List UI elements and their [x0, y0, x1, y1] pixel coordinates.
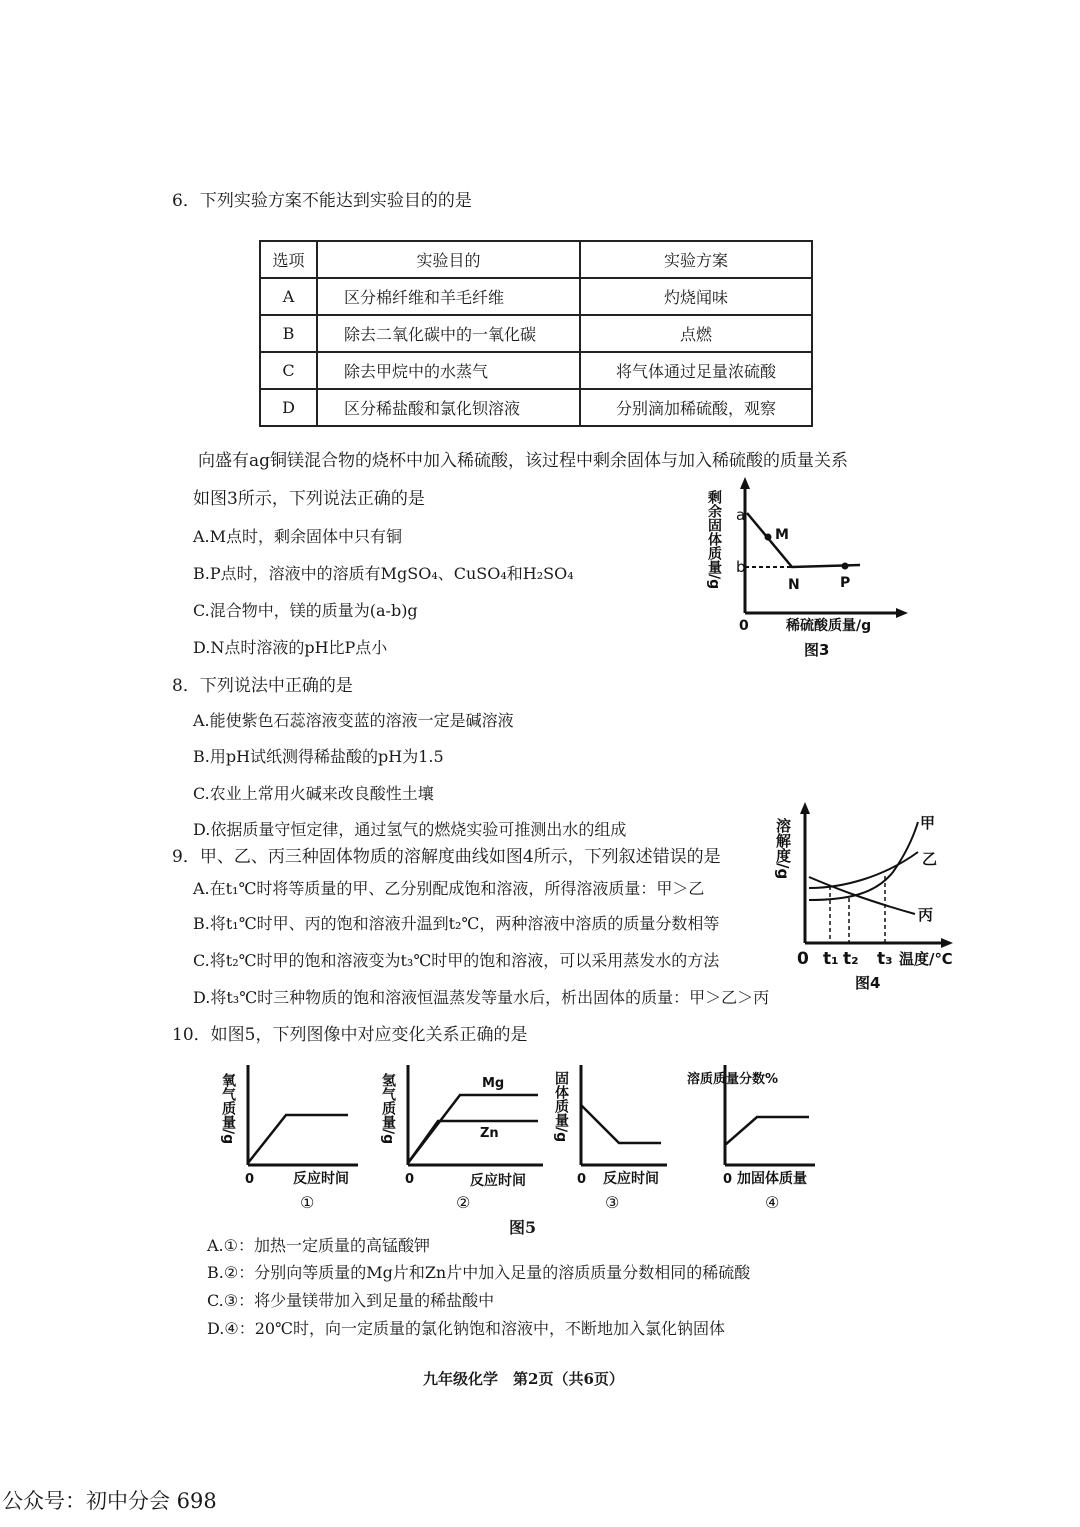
q10-option-c: C.③：将少量镁带加入到足量的稀盐酸中 — [207, 1291, 495, 1310]
fig4-label-yi: 乙 — [922, 850, 938, 868]
table-row — [260, 278, 812, 315]
fig3-y-arrow — [740, 477, 750, 489]
graph3-num: ③ — [605, 1193, 620, 1212]
row-purpose: 区分棉纤维和羊毛纤维 — [317, 278, 580, 315]
fig3-x-arrow — [896, 608, 908, 618]
row-plan: 点燃 — [580, 315, 812, 352]
row-purpose: 区分稀盐酸和氯化钡溶液 — [317, 389, 580, 426]
table-header-row — [260, 241, 812, 278]
table-row — [260, 389, 812, 426]
q9-option-d: D.将t₃℃时三种物质的饱和溶液恒温蒸发等量水后，析出固体的质量：甲＞乙＞丙 — [193, 988, 770, 1007]
fig4-origin: 0 — [797, 949, 809, 969]
fig3-label-a: a — [736, 506, 746, 524]
q10-option-b: B.②：分别向等质量的Mg片和Zn片中加入足量的溶质质量分数相同的稀硫酸 — [207, 1263, 751, 1282]
fig4-t1: t₁ — [823, 949, 839, 969]
row-plan: 分别滴加稀硫酸，观察 — [580, 389, 812, 426]
graph4-num: ④ — [765, 1193, 780, 1212]
figure-4 — [775, 800, 975, 1000]
graph1-curve — [248, 1115, 348, 1163]
fig4-t3: t₃ — [877, 949, 893, 969]
q8-option-b: B.用pH试纸测得稀盐酸的pH为1.5 — [193, 747, 444, 766]
q6-stem: 6．下列实验方案不能达到实验目的的是 — [172, 191, 472, 211]
fig3-caption: 图3 — [804, 641, 830, 659]
header-option: 选项 — [260, 241, 317, 278]
graph1-num: ① — [300, 1193, 315, 1212]
row-option: D — [260, 389, 317, 426]
graph2-ylabel: 氢气质量/g — [380, 1073, 396, 1145]
fig3-point-m — [765, 534, 772, 541]
fig4-t2: t₂ — [843, 949, 859, 969]
fig3-label-b: b — [736, 558, 746, 576]
q9-option-a: A.在t₁℃时将等质量的甲、乙分别配成饱和溶液，所得溶液质量：甲＞乙 — [193, 879, 705, 898]
graph2-num: ② — [456, 1193, 471, 1212]
graph2-curve-zn — [408, 1121, 538, 1163]
graph4-xlabel: 加固体质量 — [737, 1171, 807, 1187]
graph1-xlabel: 反应时间 — [293, 1171, 349, 1187]
header-plan: 实验方案 — [580, 241, 812, 278]
fig4-x-arrow — [941, 938, 953, 948]
graph3-curve — [581, 1105, 661, 1143]
fig3-xlabel: 稀硫酸质量/g — [786, 618, 872, 634]
table-row — [260, 352, 812, 389]
graph4-curve — [725, 1117, 809, 1145]
q7-option-a: A.M点时，剩余固体中只有铜 — [193, 527, 403, 546]
q8-stem: 8．下列说法中正确的是 — [172, 676, 353, 696]
row-option: C — [260, 352, 317, 389]
fig3-label-m: M — [775, 527, 789, 543]
q10-option-d: D.④：20℃时，向一定质量的氯化钠饱和溶液中，不断地加入氯化钠固体 — [207, 1319, 725, 1338]
q8-option-c: C.农业上常用火碱来改良酸性土壤 — [193, 784, 434, 803]
q9-stem: 9．甲、乙、丙三种固体物质的溶解度曲线如图4所示，下列叙述错误的是 — [172, 847, 721, 867]
figure-3 — [700, 475, 920, 665]
fig4-xlabel: 温度/℃ — [899, 950, 953, 968]
q9-option-c: C.将t₂℃时甲的饱和溶液变为t₃℃时甲的饱和溶液，可以采用蒸发水的方法 — [193, 951, 720, 970]
fig4-label-bing: 丙 — [918, 906, 934, 924]
row-purpose: 除去甲烷中的水蒸气 — [317, 352, 580, 389]
graph2-origin: 0 — [405, 1172, 415, 1187]
fig4-curve-jia — [809, 822, 918, 900]
row-purpose: 除去二氧化碳中的一氧化碳 — [317, 315, 580, 352]
q7-option-d: D.N点时溶液的pH比P点小 — [193, 638, 388, 657]
figure-5-graph-2 — [378, 1055, 553, 1215]
graph3-origin: 0 — [577, 1172, 587, 1187]
watermark-text: 公众号：初中分会 698 — [2, 1489, 217, 1513]
row-plan: 灼烧闻味 — [580, 278, 812, 315]
fig4-caption: 图4 — [855, 974, 881, 992]
fig3-origin: 0 — [739, 618, 749, 634]
row-option: B — [260, 315, 317, 352]
fig3-ylabel: 剩余固体质量/g — [706, 490, 722, 590]
q10-stem: 10．如图5，下列图像中对应变化关系正确的是 — [172, 1025, 528, 1045]
graph2-xlabel: 反应时间 — [470, 1173, 526, 1189]
row-plan: 将气体通过足量浓硫酸 — [580, 352, 812, 389]
row-option: A — [260, 278, 317, 315]
q6-table — [259, 240, 813, 427]
q7-stem-line2: 如图3所示，下列说法正确的是 — [193, 489, 425, 509]
table-row — [260, 315, 812, 352]
q7-option-c: C.混合物中，镁的质量为(a-b)g — [193, 601, 418, 620]
figure-5-graph-1 — [218, 1055, 368, 1215]
fig3-label-p: P — [840, 575, 851, 591]
q8-option-d: D.依据质量守恒定律，通过氢气的燃烧实验可推测出水的组成 — [193, 820, 627, 839]
q9-option-b: B.将t₁℃时甲、丙的饱和溶液升温到t₂℃，两种溶液中溶质的质量分数相等 — [193, 914, 720, 933]
fig3-point-p — [842, 563, 849, 570]
q10-option-a: A.①：加热一定质量的高锰酸钾 — [207, 1236, 430, 1255]
graph2-label-mg: Mg — [482, 1076, 505, 1091]
fig5-caption: 图5 — [509, 1218, 537, 1237]
graph1-ylabel: 氧气质量/g — [220, 1073, 236, 1145]
fig4-y-arrow — [800, 802, 810, 814]
fig3-curve — [747, 513, 860, 567]
graph4-origin: 0 — [723, 1172, 733, 1187]
fig4-ylabel: 溶解度/g — [774, 818, 792, 880]
graph4-ylabel: 溶质质量分数% — [687, 1072, 779, 1087]
graph3-xlabel: 反应时间 — [603, 1171, 659, 1187]
header-purpose: 实验目的 — [317, 241, 580, 278]
q8-option-a: A.能使紫色石蕊溶液变蓝的溶液一定是碱溶液 — [193, 711, 514, 730]
graph2-curve-mg — [408, 1095, 538, 1163]
graph1-origin: 0 — [245, 1172, 255, 1187]
fig4-curve-bing — [809, 877, 915, 914]
page-footer: 九年级化学 第2页（共6页） — [423, 1370, 624, 1388]
fig3-label-n: N — [788, 577, 800, 593]
figure-5-graph-3 — [555, 1055, 685, 1215]
figure-5-graph-4 — [685, 1055, 830, 1215]
graph3-ylabel: 固体质量/g — [553, 1071, 569, 1143]
graph2-label-zn: Zn — [480, 1126, 499, 1141]
fig4-label-jia: 甲 — [920, 814, 936, 832]
q7-stem-line1: 向盛有ag铜镁混合物的烧杯中加入稀硫酸，该过程中剩余固体与加入稀硫酸的质量关系 — [198, 451, 849, 471]
q7-option-b: B.P点时，溶液中的溶质有MgSO₄、CuSO₄和H₂SO₄ — [193, 564, 574, 583]
